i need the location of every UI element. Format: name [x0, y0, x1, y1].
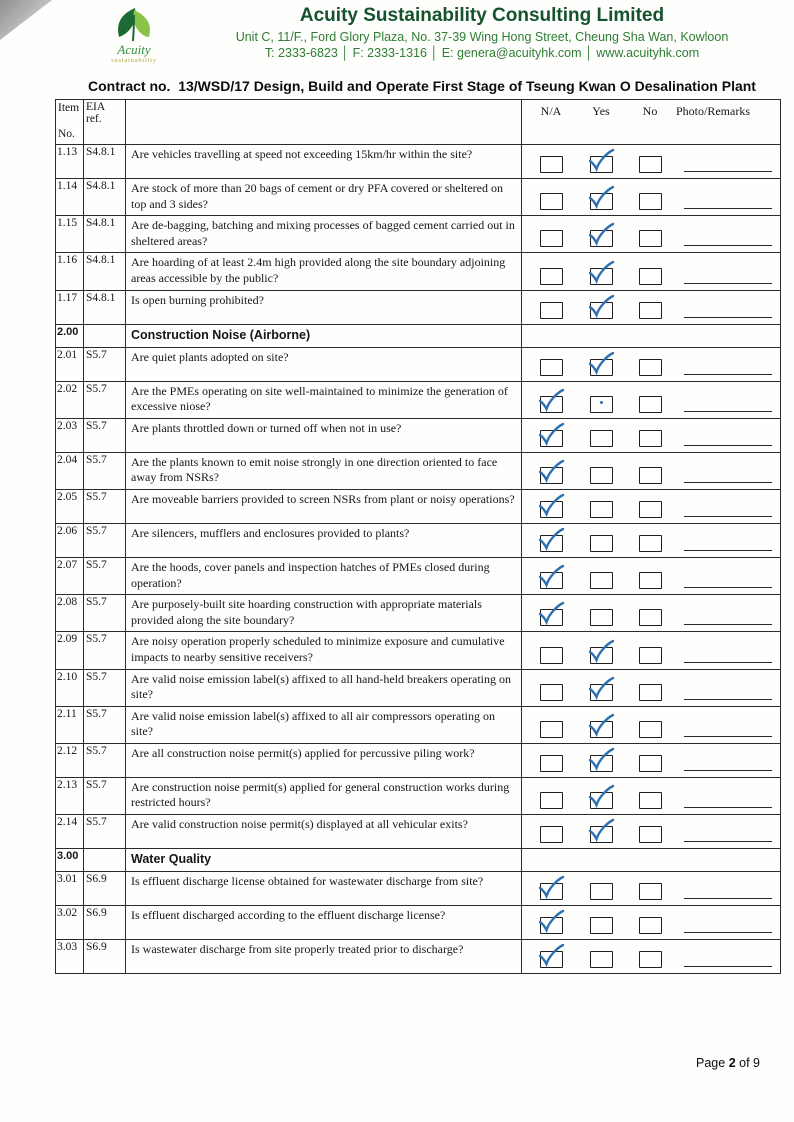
- eia-ref: S5.7: [84, 778, 126, 814]
- section-header-row: [56, 325, 780, 348]
- yes-checkbox: [590, 230, 613, 247]
- company-address: Unit C, 11/F., Ford Glory Plaza, No. 37-39 Wing Hong Street, Cheung Sha Wan, Kowloon: [235, 30, 729, 44]
- checklist-row: [56, 595, 780, 632]
- na-checkbox: [540, 535, 563, 552]
- question-text: Is effluent discharge license obtained for wastewater discharge from site?: [126, 872, 522, 905]
- yes-checkbox: [590, 501, 613, 518]
- question-text: Are all construction noise permit(s) applied for percussive piling work?: [126, 744, 522, 777]
- letterhead: [0, 0, 794, 76]
- checklist-row: [56, 382, 780, 419]
- answer-area: [522, 815, 780, 848]
- checkmark-icon: [537, 493, 565, 517]
- eia-ref: S6.9: [84, 940, 126, 973]
- question-text: Are de-bagging, batching and mixing processes of bagged cement carried out in sheltered areas?: [126, 216, 522, 252]
- na-checkbox: [540, 572, 563, 589]
- yes-checkbox: [590, 302, 613, 319]
- company-contacts: T: 2333-6823 │ F: 2333-1316 │ E: genera@acuityhk.com │ www.acuityhk.com: [264, 46, 700, 60]
- item-no: 2.13: [56, 778, 84, 814]
- remarks-line: [684, 232, 772, 246]
- checklist-row: [56, 872, 780, 906]
- answer-area: [522, 145, 780, 178]
- no-checkbox: [639, 302, 662, 319]
- na-checkbox: [540, 609, 563, 626]
- answer-area: [522, 872, 780, 905]
- question-header: [126, 100, 522, 144]
- na-checkbox: [540, 647, 563, 664]
- yes-checkbox: [590, 883, 613, 900]
- remarks-line: [684, 537, 772, 551]
- yes-checkbox: [590, 193, 613, 210]
- no-checkbox: [639, 501, 662, 518]
- item-no: 1.13: [56, 145, 84, 178]
- checkmark-icon: [537, 459, 565, 483]
- checklist-row: [56, 632, 780, 669]
- question-text: Are the hoods, cover panels and inspection hatches of PMEs closed during operation?: [126, 558, 522, 594]
- company-name: Acuity Sustainability Consulting Limited: [299, 5, 665, 26]
- na-checkbox: [540, 755, 563, 772]
- remarks-line: [684, 574, 772, 588]
- eia-ref: S5.7: [84, 815, 126, 848]
- page-number: Page 2 of 9: [696, 1056, 760, 1070]
- checkmark-icon: [537, 943, 565, 967]
- answer-area: [522, 419, 780, 452]
- na-checkbox: [540, 156, 563, 173]
- question-text: Is open burning prohibited?: [126, 291, 522, 324]
- checkmark-icon: [537, 875, 565, 899]
- checkmark-icon: [537, 388, 565, 412]
- checklist-row: [56, 453, 780, 490]
- answer-area: [522, 524, 780, 557]
- question-text: Are silencers, mufflers and enclosures provided to plants?: [126, 524, 522, 557]
- table-header-row: [56, 100, 780, 145]
- na-checkbox: [540, 826, 563, 843]
- checkmark-icon: [587, 351, 615, 375]
- no-checkbox: [639, 156, 662, 173]
- item-no: 2.00: [56, 325, 84, 347]
- eia-ref: S5.7: [84, 632, 126, 668]
- no-checkbox: [639, 684, 662, 701]
- eia-ref: S4.8.1: [84, 216, 126, 252]
- checkmark-icon: [587, 148, 615, 172]
- item-no: 3.01: [56, 872, 84, 905]
- item-no-header: Item No.: [56, 100, 84, 144]
- checklist-row: [56, 670, 780, 707]
- yes-checkbox: [590, 430, 613, 447]
- logo-tagline: sustainability: [111, 57, 157, 64]
- question-text: Is wastewater discharge from site properly treated prior to discharge?: [126, 940, 522, 973]
- checklist-row: [56, 490, 780, 524]
- eia-ref: [84, 325, 126, 347]
- eia-ref: S5.7: [84, 382, 126, 418]
- answer-area: [522, 906, 780, 939]
- item-no: 1.15: [56, 216, 84, 252]
- na-checkbox: [540, 359, 563, 376]
- remarks-column-header: Photo/Remarks: [676, 104, 750, 118]
- yes-checkbox: [590, 572, 613, 589]
- remarks-line: [684, 270, 772, 284]
- yes-checkbox: [590, 609, 613, 626]
- remarks-line: [684, 361, 772, 375]
- remarks-line: [684, 503, 772, 517]
- item-no: 3.02: [56, 906, 84, 939]
- yes-checkbox: [590, 268, 613, 285]
- yes-checkbox: [590, 684, 613, 701]
- question-text: Are moveable barriers provided to screen NSRs from plant or noisy operations?: [126, 490, 522, 523]
- item-no: 2.12: [56, 744, 84, 777]
- answer-area: [522, 382, 780, 418]
- na-checkbox: [540, 721, 563, 738]
- item-no: 2.04: [56, 453, 84, 489]
- checkmark-icon: [587, 222, 615, 246]
- checklist-row: [56, 216, 780, 253]
- eia-ref: S4.8.1: [84, 145, 126, 178]
- no-checkbox: [639, 883, 662, 900]
- question-text: Are the PMEs operating on site well-maintained to minimize the generation of excessive niose?: [126, 382, 522, 418]
- item-no: 1.14: [56, 179, 84, 215]
- na-checkbox: [540, 684, 563, 701]
- checkmark-icon: [587, 260, 615, 284]
- yes-checkbox: [590, 721, 613, 738]
- remarks-line: [684, 398, 772, 412]
- answer-area: [522, 940, 780, 973]
- item-no: 1.17: [56, 291, 84, 324]
- yes-column-header: Yes: [592, 104, 610, 118]
- remarks-line: [684, 304, 772, 318]
- checklist-row: [56, 179, 780, 216]
- no-checkbox: [639, 951, 662, 968]
- letterhead-text: [178, 5, 786, 60]
- question-text: Are noisy operation properly scheduled to minimize exposure and cumulative impacts to nearby sensitive receivers?: [126, 632, 522, 668]
- no-checkbox: [639, 535, 662, 552]
- eia-ref: S6.9: [84, 872, 126, 905]
- question-text: Are purposely-built site hoarding construction with appropriate materials provided along the site boundary?: [126, 595, 522, 631]
- no-checkbox: [639, 721, 662, 738]
- remarks-line: [684, 432, 772, 446]
- question-text: Are quiet plants adopted on site?: [126, 348, 522, 381]
- no-checkbox: [639, 647, 662, 664]
- na-checkbox: [540, 467, 563, 484]
- checkmark-icon: [587, 784, 615, 808]
- checkmark-icon: [537, 422, 565, 446]
- remarks-line: [684, 953, 772, 967]
- remarks-line: [684, 686, 772, 700]
- checkmark-icon: [537, 909, 565, 933]
- checklist-row: [56, 778, 780, 815]
- question-text: Is effluent discharged according to the effluent discharge license?: [126, 906, 522, 939]
- remarks-line: [684, 757, 772, 771]
- yes-checkbox: [590, 535, 613, 552]
- yes-checkbox: [590, 396, 613, 413]
- answer-area: [522, 325, 780, 347]
- item-no: 2.02: [56, 382, 84, 418]
- checklist-row: [56, 145, 780, 179]
- no-checkbox: [639, 359, 662, 376]
- answer-area: [522, 179, 780, 215]
- no-checkbox: [639, 609, 662, 626]
- eia-ref: S5.7: [84, 744, 126, 777]
- item-no: 2.10: [56, 670, 84, 706]
- no-checkbox: [639, 230, 662, 247]
- checklist-row: [56, 291, 780, 325]
- eia-ref: S5.7: [84, 707, 126, 743]
- remarks-line: [684, 828, 772, 842]
- no-checkbox: [639, 268, 662, 285]
- answer-area: [522, 558, 780, 594]
- answer-area: [522, 849, 780, 871]
- checklist-row: [56, 906, 780, 940]
- checkmark-icon: [587, 639, 615, 663]
- na-checkbox: [540, 430, 563, 447]
- section-title: Water Quality: [126, 849, 522, 871]
- company-logo: [96, 3, 172, 65]
- na-checkbox: [540, 193, 563, 210]
- item-no: 3.00: [56, 849, 84, 871]
- answer-area: [522, 778, 780, 814]
- answer-area: [522, 216, 780, 252]
- eia-ref: S4.8.1: [84, 291, 126, 324]
- na-checkbox: [540, 501, 563, 518]
- logo-wordmark: Acuity: [117, 42, 151, 57]
- checklist-row: [56, 524, 780, 558]
- item-no: 2.11: [56, 707, 84, 743]
- question-text: Are hoarding of at least 2.4m high provided along the site boundary adjoining areas accessible by the public?: [126, 253, 522, 289]
- yes-checkbox: [590, 359, 613, 376]
- eia-ref: S5.7: [84, 595, 126, 631]
- checklist-row: [56, 348, 780, 382]
- checklist-row: [56, 253, 780, 290]
- answer-area: [522, 348, 780, 381]
- checklist-row: [56, 558, 780, 595]
- remarks-line: [684, 919, 772, 933]
- eia-ref: [84, 849, 126, 871]
- checkmark-icon: [587, 713, 615, 737]
- item-no: 2.09: [56, 632, 84, 668]
- checklist-row: [56, 707, 780, 744]
- na-checkbox: [540, 883, 563, 900]
- yes-checkbox: [590, 917, 613, 934]
- remarks-line: [684, 611, 772, 625]
- no-checkbox: [639, 792, 662, 809]
- no-checkbox: [639, 430, 662, 447]
- eia-ref: S5.7: [84, 670, 126, 706]
- checklist-row: [56, 744, 780, 778]
- yes-checkbox: [590, 755, 613, 772]
- remarks-line: [684, 469, 772, 483]
- checklist-table: [55, 99, 781, 974]
- remarks-line: [684, 158, 772, 172]
- eia-ref: S4.8.1: [84, 179, 126, 215]
- remarks-line: [684, 649, 772, 663]
- checkmark-icon: [587, 185, 615, 209]
- checklist-row: [56, 940, 780, 973]
- remarks-line: [684, 195, 772, 209]
- eia-ref: S5.7: [84, 419, 126, 452]
- answer-headers: [522, 100, 780, 144]
- na-column-header: N/A: [540, 104, 562, 118]
- item-no: 3.03: [56, 940, 84, 973]
- yes-checkbox: [590, 467, 613, 484]
- na-checkbox: [540, 268, 563, 285]
- item-no: 2.08: [56, 595, 84, 631]
- na-checkbox: [540, 792, 563, 809]
- checkmark-icon: [587, 294, 615, 318]
- item-no: 2.05: [56, 490, 84, 523]
- item-no: 2.01: [56, 348, 84, 381]
- item-no: 2.14: [56, 815, 84, 848]
- checkmark-icon: [537, 601, 565, 625]
- yes-checkbox: [590, 647, 613, 664]
- no-column-header: No: [642, 104, 658, 118]
- na-checkbox: [540, 951, 563, 968]
- checklist-row: [56, 815, 780, 849]
- item-no: 2.06: [56, 524, 84, 557]
- answer-area: [522, 490, 780, 523]
- answer-area: [522, 707, 780, 743]
- checkmark-icon: [587, 818, 615, 842]
- remarks-line: [684, 794, 772, 808]
- na-checkbox: [540, 396, 563, 413]
- eia-ref: S6.9: [84, 906, 126, 939]
- question-text: Are valid noise emission label(s) affixed to all hand-held breakers operating on site?: [126, 670, 522, 706]
- question-text: Are valid noise emission label(s) affixed to all air compressors operating on site?: [126, 707, 522, 743]
- leaf-icon: [96, 3, 172, 43]
- checkmark-icon: [537, 527, 565, 551]
- section-title: Construction Noise (Airborne): [126, 325, 522, 347]
- answer-area: [522, 595, 780, 631]
- question-text: Are valid construction noise permit(s) displayed at all vehicular exits?: [126, 815, 522, 848]
- no-checkbox: [639, 396, 662, 413]
- no-checkbox: [639, 193, 662, 210]
- eia-ref: S5.7: [84, 490, 126, 523]
- eia-ref: S4.8.1: [84, 253, 126, 289]
- eia-ref: S5.7: [84, 558, 126, 594]
- section-header-row: [56, 849, 780, 872]
- answer-area: [522, 632, 780, 668]
- question-text: Are vehicles travelling at speed not exceeding 15km/hr within the site?: [126, 145, 522, 178]
- item-no: 2.07: [56, 558, 84, 594]
- yes-checkbox: [590, 951, 613, 968]
- yes-checkbox: [590, 156, 613, 173]
- contract-title: Contract no. 13/WSD/17 Design, Build and Operate First Stage of Tseung Kwan O Desalination Plant: [88, 78, 756, 94]
- no-checkbox: [639, 467, 662, 484]
- answer-area: [522, 744, 780, 777]
- no-checkbox: [639, 755, 662, 772]
- page-number-value: 2: [728, 1056, 736, 1070]
- checklist-table-body: [56, 145, 780, 973]
- answer-area: [522, 253, 780, 289]
- remarks-line: [684, 723, 772, 737]
- remarks-line: [684, 885, 772, 899]
- checkmark-icon: [537, 564, 565, 588]
- yes-checkbox: [590, 826, 613, 843]
- yes-checkbox: [590, 792, 613, 809]
- checkmark-icon: [587, 747, 615, 771]
- eia-ref: S5.7: [84, 348, 126, 381]
- na-checkbox: [540, 302, 563, 319]
- no-checkbox: [639, 572, 662, 589]
- eia-ref-header: EIA ref.: [84, 100, 126, 144]
- eia-ref: S5.7: [84, 453, 126, 489]
- no-checkbox: [639, 826, 662, 843]
- answer-area: [522, 670, 780, 706]
- eia-ref: S5.7: [84, 524, 126, 557]
- item-no: 2.03: [56, 419, 84, 452]
- question-text: Are stock of more than 20 bags of cement or dry PFA covered or sheltered on top and 3 sides?: [126, 179, 522, 215]
- question-text: Are the plants known to emit noise strongly in one direction oriented to face away from NSRs?: [126, 453, 522, 489]
- na-checkbox: [540, 230, 563, 247]
- answer-area: [522, 453, 780, 489]
- question-text: Are plants throttled down or turned off when not in use?: [126, 419, 522, 452]
- item-no: 1.16: [56, 253, 84, 289]
- na-checkbox: [540, 917, 563, 934]
- pen-dot-mark: [600, 401, 603, 404]
- question-text: Are construction noise permit(s) applied for general construction works during restricted hours?: [126, 778, 522, 814]
- checkmark-icon: [587, 676, 615, 700]
- no-checkbox: [639, 917, 662, 934]
- answer-area: [522, 291, 780, 324]
- checklist-row: [56, 419, 780, 453]
